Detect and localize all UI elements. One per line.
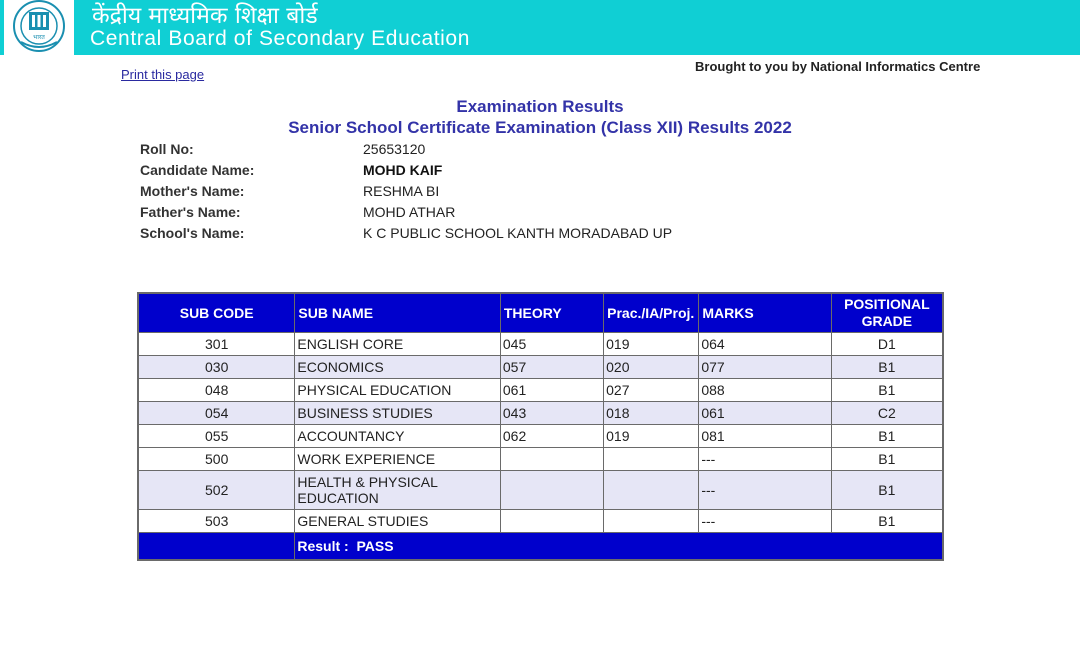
theory-cell: 062 [501,425,603,447]
board-title-english: Central Board of Secondary Education [90,27,470,50]
sub-name-cell: GENERAL STUDIES [295,510,500,532]
cbse-logo [4,0,74,55]
theory-cell [501,448,603,470]
practical-cell [604,448,698,470]
grade-cell: B1 [832,425,942,447]
theory-cell: 043 [501,402,603,424]
result-spacer-cell [139,533,294,559]
sub-code-cell: 500 [139,448,294,470]
roll-no-value: 25653120 [363,141,426,157]
marks-cell: 064 [699,333,830,355]
sub-code-cell: 048 [139,379,294,401]
candidate-name-value: MOHD KAIF [363,162,443,178]
col-header-sub-code: SUB CODE [139,294,294,332]
result-value: PASS [356,538,394,554]
table-row [139,402,942,424]
logo-text: भारत [33,34,45,41]
sub-code-cell: 054 [139,402,294,424]
marks-cell: 088 [699,379,830,401]
marks-cell: --- [699,471,830,509]
school-name-value: K C PUBLIC SCHOOL KANTH MORADABAD UP [363,225,673,241]
col-header-practical: Prac./IA/Proj. [604,294,698,332]
practical-cell [604,471,698,509]
sub-code-cell: 502 [139,471,294,509]
candidate-info [140,139,840,244]
header-banner [0,0,1080,55]
table-header-row [139,294,942,332]
sub-name-cell: ENGLISH CORE [295,333,500,355]
exam-heading: Examination Results [456,97,624,116]
marks-cell: 061 [699,402,830,424]
sub-name-cell: HEALTH & PHYSICAL EDUCATION [295,471,500,509]
table-row [139,448,942,470]
result-cell [295,533,942,559]
sub-code-cell: 301 [139,333,294,355]
mother-name-value: RESHMA BI [363,183,440,199]
roll-no-label: Roll No: [140,141,194,157]
marks-cell: 081 [699,425,830,447]
print-page-link[interactable]: Print this page [121,67,205,82]
result-label: Result : [297,538,349,554]
table-row [139,356,942,378]
mother-name-label: Mother's Name: [140,183,245,199]
sub-name-cell: BUSINESS STUDIES [295,402,500,424]
table-row [139,471,942,509]
practical-cell: 019 [604,425,698,447]
table-row [139,333,942,355]
father-name-label: Father's Name: [140,204,241,220]
theory-cell [501,510,603,532]
practical-cell: 027 [604,379,698,401]
table-row [139,510,942,532]
practical-cell: 019 [604,333,698,355]
marks-cell: --- [699,510,830,532]
nic-credit-text: Brought to you by National Informatics Centre [695,59,981,74]
sub-name-cell: ACCOUNTANCY [295,425,500,447]
grade-cell: B1 [832,471,942,509]
emblem-icon [7,0,71,54]
marks-cell: 077 [699,356,830,378]
result-row [139,533,942,559]
sub-name-cell: PHYSICAL EDUCATION [295,379,500,401]
grade-cell: C2 [832,402,942,424]
candidate-name-label: Candidate Name: [140,162,255,178]
theory-cell: 045 [501,333,603,355]
grade-cell: D1 [832,333,942,355]
practical-cell: 020 [604,356,698,378]
col-header-theory: THEORY [501,294,603,332]
sub-name-cell: WORK EXPERIENCE [295,448,500,470]
marks-table [137,292,944,561]
grade-cell: B1 [832,448,942,470]
school-name-label: School's Name: [140,225,245,241]
table-row [139,379,942,401]
exam-subheading: Senior School Certificate Examination (Class XII) Results 2022 [288,118,792,137]
board-title-hindi: केंद्रीय माध्यमिक शिक्षा बोर्ड [92,3,318,29]
theory-cell [501,471,603,509]
marks-cell: --- [699,448,830,470]
sub-code-cell: 503 [139,510,294,532]
col-header-sub-name: SUB NAME [295,294,500,332]
col-header-positional-grade: POSITIONAL GRADE [832,294,942,332]
sub-code-cell: 055 [139,425,294,447]
practical-cell [604,510,698,532]
table-row [139,425,942,447]
theory-cell: 057 [501,356,603,378]
sub-code-cell: 030 [139,356,294,378]
father-name-value: MOHD ATHAR [363,204,456,220]
col-header-marks: MARKS [699,294,830,332]
practical-cell: 018 [604,402,698,424]
grade-cell: B1 [832,510,942,532]
theory-cell: 061 [501,379,603,401]
sub-name-cell: ECONOMICS [295,356,500,378]
grade-cell: B1 [832,379,942,401]
grade-cell: B1 [832,356,942,378]
